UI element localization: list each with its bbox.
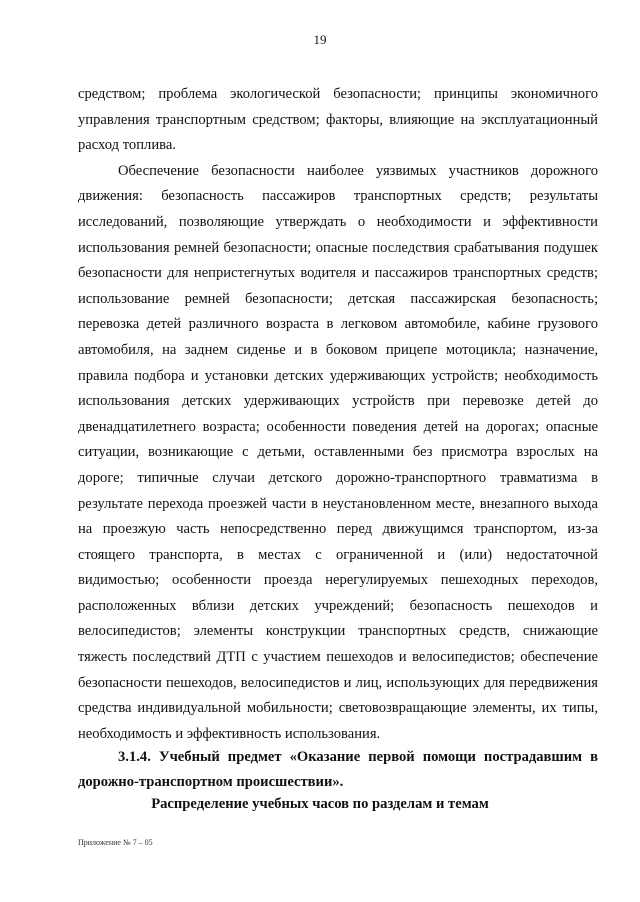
section-heading: 3.1.4. Учебный предмет «Оказание первой помощи пострадавшим в дорожно-транспортном происшествии». — [78, 749, 598, 790]
paragraph: средством; проблема экологической безопасности; принципы экономичного управления транспортным средством; факторы, влияющие на эксплуатационный расход топлива. — [78, 86, 598, 154]
paragraph: Обеспечение безопасности наиболее уязвимых участников дорожного движения: безопасность пассажиров транспортных средств; результаты исследований, позволяющие утверждать о необходимости и эффективности использования ремней безопасности; опасные последствия срабатывания подушек безопасности для непристегнутых водителя и пассажиров транспортных средств; использование ремней безопасности; детская пассажирская безопасность; перевозка детей различного возраста в легковом автомобиле, кабине грузового автомобиля, на заднем сиденье и в боковом прицепе мотоцикла; назначение, правила подбора и установки детских удерживающих устройств; необходимость использования детских удерживающих устройств при перевозке детей до двенадцатилетнего возраста; особенности поведения детей на дорогах; опасные ситуации, возникающие с детьми, оставленными без присмотра взрослых на дороге; типичные случаи детского дорожно-транспортного травматизма в результате перехода проезжей части в неустановленном месте, внезапного выхода на проезжую часть непосредственно перед движущимся транспортом, из-за стоящего транспорта, в местах с ограниченной и (или) недостаточной видимостью; особенности проезда нерегулируемых пешеходных переходов, расположенных вблизи детских учреждений; безопасность пешеходов и велосипедистов; элементы конструкции транспортных средств, снижающие тяжесть последствий ДТП с участием пешеходов и велосипедистов; обеспечение безопасности пешеходов, велосипедистов и лиц, использующих для передвижения средства индивидуальной мобильности; световозвращающие элементы, их типы, необходимость и эффективность использования. — [78, 162, 598, 742]
body-text — [78, 82, 598, 747]
table-caption: Распределение учебных часов по разделам и темам — [151, 796, 489, 812]
page-number: 19 — [313, 32, 327, 47]
page-footer: Приложение № 7 – 05 — [78, 838, 153, 847]
